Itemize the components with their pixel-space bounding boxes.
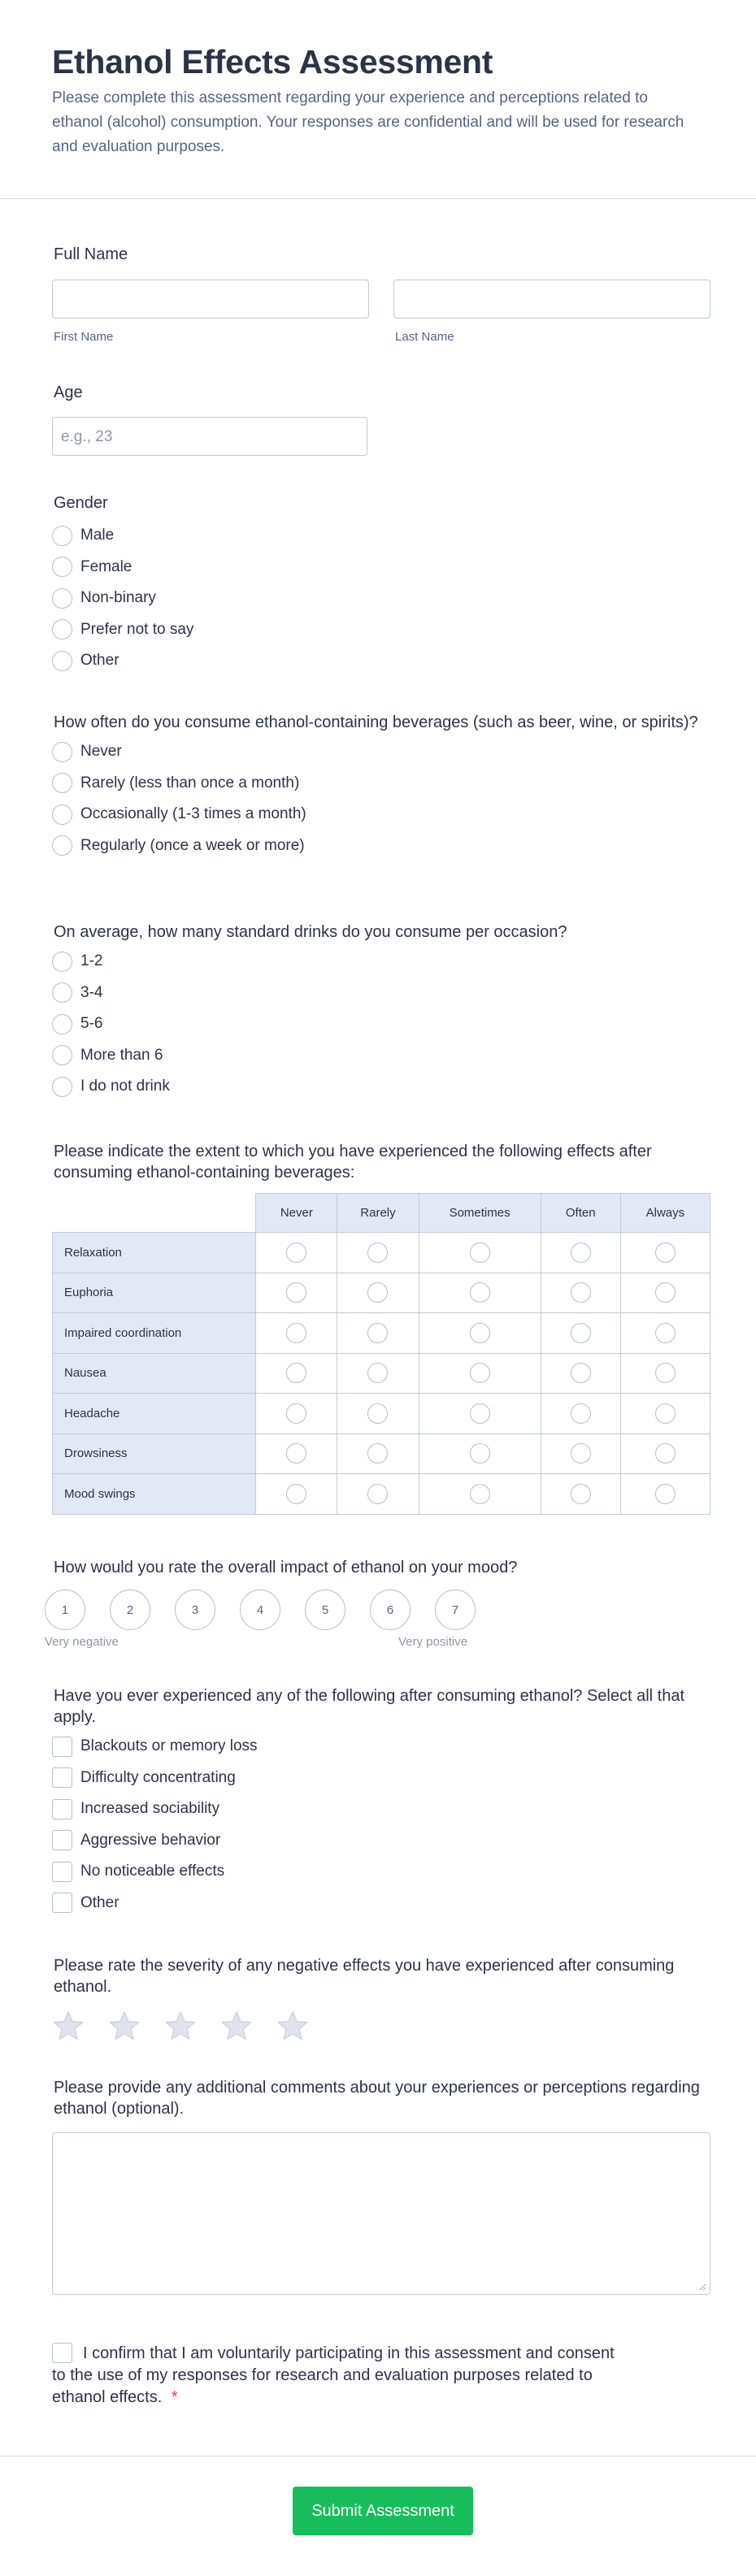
matrix-cell[interactable] [620,1353,710,1394]
matrix-row-label: Relaxation [53,1233,256,1273]
matrix-cell[interactable] [256,1433,337,1474]
matrix-row-label: Nausea [53,1353,256,1394]
matrix-column-header: Often [541,1194,620,1233]
matrix-cell[interactable] [337,1474,419,1515]
effects-label: Please indicate the extent to which you have experienced the following effects after consuming ethanol-containing beverages: [54,1143,652,1182]
experiences-check[interactable] [52,1737,72,1757]
matrix-radio[interactable] [470,1282,490,1303]
experiences-check[interactable] [52,1799,72,1819]
matrix-row-label: Impaired coordination [53,1313,256,1354]
mood-label: How would you rate the overall impact of ethanol on your mood? [54,1559,518,1576]
drinks-option[interactable] [52,1040,710,1072]
matrix-cell[interactable] [256,1273,337,1313]
gender-question [52,492,710,677]
frequency-radio[interactable] [52,804,72,825]
severity-rating [52,2010,309,2041]
experiences-options [52,1731,710,1919]
last-name-sublabel: Last Name [395,330,454,344]
matrix-cell[interactable] [419,1313,541,1354]
matrix-row [53,1474,710,1515]
matrix-radio[interactable] [470,1443,490,1464]
gender-option[interactable] [52,552,710,583]
drinks-radio[interactable] [52,1077,72,1097]
first-name-sublabel: First Name [54,330,114,344]
comments-label: Please provide any additional comments about your experiences or perceptions regarding ethanol (optional). [54,2079,700,2118]
matrix-radio[interactable] [571,1363,591,1383]
matrix-radio[interactable] [286,1323,306,1343]
matrix-radio[interactable] [286,1484,306,1504]
matrix-cell[interactable] [419,1353,541,1394]
experiences-option[interactable] [52,1731,710,1763]
drinks-radio[interactable] [52,982,72,1003]
matrix-radio[interactable] [367,1282,388,1303]
mood-scale [45,1589,476,1630]
gender-options [52,520,710,677]
matrix-row [53,1353,710,1394]
experiences-option[interactable] [52,1825,710,1857]
frequency-label: How often do you consume ethanol-containing beverages (such as beer, wine, or spirits)? [54,713,698,731]
frequency-option[interactable] [52,768,710,800]
matrix-cell[interactable] [256,1313,337,1354]
submit-button[interactable]: Submit Assessment [293,2487,473,2535]
drinks-option[interactable] [52,1008,710,1040]
matrix-radio[interactable] [571,1323,591,1343]
matrix-radio[interactable] [571,1282,591,1303]
matrix-cell[interactable] [620,1273,710,1313]
comments-textarea[interactable] [52,2132,710,2295]
last-name-input[interactable] [393,280,710,319]
matrix-row-label: Mood swings [53,1474,256,1515]
matrix-radio[interactable] [286,1363,306,1383]
matrix-radio[interactable] [655,1443,676,1464]
star-icon[interactable] [164,2010,197,2041]
age-label: Age [54,384,83,401]
matrix-cell[interactable] [337,1394,419,1434]
drinks-radio[interactable] [52,1045,72,1065]
frequency-radio[interactable] [52,742,72,762]
matrix-cell[interactable] [256,1233,337,1273]
mood-scale-option[interactable]: 2 [110,1589,150,1630]
frequency-radio[interactable] [52,835,72,856]
drinks-option[interactable] [52,978,710,1009]
age-input[interactable]: e.g., 23 [52,417,367,456]
matrix-cell[interactable] [337,1313,419,1354]
consent-text: I confirm that I am voluntarily participating in this assessment and consent to the use of my responses for research and evaluation purposes related to ethanol effects. [52,2344,615,2406]
matrix-radio[interactable] [655,1323,676,1343]
gender-option-label: Other [80,652,119,670]
experiences-question [52,1685,710,1919]
experiences-check[interactable] [52,1767,72,1788]
experiences-option-label: No noticeable effects [80,1863,225,1880]
matrix-radio[interactable] [655,1282,676,1303]
matrix-radio[interactable] [571,1242,591,1263]
gender-radio[interactable] [52,619,72,640]
experiences-check[interactable] [52,1893,72,1913]
gender-option[interactable] [52,520,710,552]
gender-option[interactable] [52,583,710,614]
matrix-radio[interactable] [470,1484,490,1504]
experiences-option-label: Aggressive behavior [80,1831,221,1849]
matrix-cell[interactable] [419,1474,541,1515]
consent-text-block [52,2343,621,2409]
gender-option[interactable] [52,614,710,646]
matrix-radio[interactable] [571,1484,591,1504]
matrix-cell[interactable] [620,1394,710,1434]
matrix-corner [53,1194,256,1233]
matrix-radio[interactable] [655,1484,676,1504]
matrix-radio[interactable] [655,1242,676,1263]
required-mark: * [171,2388,178,2406]
matrix-cell[interactable] [541,1233,620,1273]
effects-question [52,1141,710,1515]
frequency-option[interactable] [52,799,710,830]
full-name-question [54,244,704,265]
matrix-radio[interactable] [367,1242,388,1263]
frequency-option-label: Rarely (less than once a month) [80,774,300,791]
mood-question [52,1557,710,1578]
frequency-question [52,712,710,861]
frequency-radio[interactable] [52,773,72,793]
matrix-row [53,1313,710,1354]
matrix-radio[interactable] [286,1403,306,1424]
gender-radio[interactable] [52,526,72,546]
drinks-radio[interactable] [52,1014,72,1034]
mood-scale-option[interactable]: 6 [370,1589,411,1630]
experiences-option[interactable] [52,1763,710,1794]
matrix-radio[interactable] [571,1403,591,1424]
mood-scale-option[interactable]: 3 [175,1589,215,1630]
experiences-option[interactable] [52,1856,710,1888]
mood-low-label: Very negative [45,1635,119,1649]
matrix-cell[interactable] [419,1433,541,1474]
matrix-cell[interactable] [541,1313,620,1354]
matrix-cell[interactable] [337,1233,419,1273]
matrix-cell[interactable] [256,1353,337,1394]
gender-option[interactable] [52,645,710,677]
matrix-cell[interactable] [419,1394,541,1434]
matrix-cell[interactable] [541,1353,620,1394]
mood-scale-option[interactable]: 4 [240,1589,280,1630]
experiences-option-label: Other [80,1893,119,1911]
matrix-cell[interactable] [620,1233,710,1273]
matrix-column-header: Always [620,1194,710,1233]
severity-label: Please rate the severity of any negative effects you have experienced after consuming ethanol. [54,1957,675,1996]
experiences-option[interactable] [52,1793,710,1825]
matrix-cell[interactable] [419,1273,541,1313]
matrix-cell[interactable] [541,1273,620,1313]
matrix-radio[interactable] [367,1323,388,1343]
matrix-radio[interactable] [571,1443,591,1464]
drinks-label: On average, how many standard drinks do you consume per occasion? [54,923,567,941]
star-icon[interactable] [52,2010,85,2041]
gender-radio[interactable] [52,651,72,671]
matrix-cell[interactable] [337,1273,419,1313]
experiences-option-label: Increased sociability [80,1800,220,1818]
matrix-radio[interactable] [367,1363,388,1383]
matrix-row [53,1394,710,1434]
gender-option-label: Non-binary [80,589,156,607]
mood-scale-option[interactable]: 5 [305,1589,345,1630]
matrix-column-header: Sometimes [419,1194,541,1233]
form-header [0,0,756,199]
drinks-option-label: 5-6 [80,1015,103,1033]
star-icon[interactable] [220,2010,253,2041]
drinks-option-label: 3-4 [80,983,103,1001]
gender-label: Gender [54,494,108,512]
page-title: Ethanol Effects Assessment [52,43,493,80]
drinks-options [52,946,710,1103]
drinks-option-label: More than 6 [80,1046,163,1064]
matrix-radio[interactable] [655,1363,676,1383]
experiences-label: Have you ever experienced any of the following after consuming ethanol? Select all that apply. [54,1687,685,1726]
matrix-radio[interactable] [470,1403,490,1424]
drinks-option[interactable] [52,1071,710,1103]
experiences-option-label: Difficulty concentrating [80,1768,236,1786]
matrix-cell[interactable] [256,1474,337,1515]
matrix-radio[interactable] [367,1484,388,1504]
matrix-radio[interactable] [286,1242,306,1263]
matrix-cell[interactable] [620,1313,710,1354]
page-subtitle: Please complete this assessment regarding your experience and perceptions related to ethanol (alcohol) consumption. Your responses are confidential and will be used for research and evaluation purposes. [52,89,684,155]
matrix-column-header: Never [256,1194,337,1233]
matrix-row-label: Euphoria [53,1273,256,1313]
matrix-row-label: Drowsiness [53,1433,256,1474]
matrix-radio[interactable] [367,1403,388,1424]
matrix-radio[interactable] [286,1443,306,1464]
drinks-radio[interactable] [52,952,72,972]
drinks-option-label: 1-2 [80,952,103,970]
frequency-option[interactable] [52,830,710,862]
frequency-option-label: Occasionally (1-3 times a month) [80,805,306,823]
matrix-cell[interactable] [620,1474,710,1515]
frequency-option-label: Regularly (once a week or more) [80,836,305,854]
drinks-question [52,922,710,1103]
drinks-option-label: I do not drink [80,1078,170,1095]
matrix-radio[interactable] [470,1363,490,1383]
experiences-option[interactable] [52,1888,710,1919]
star-icon[interactable] [276,2010,309,2041]
matrix-cell[interactable] [337,1433,419,1474]
matrix-row-label: Headache [53,1394,256,1434]
matrix-radio[interactable] [470,1323,490,1343]
matrix-cell[interactable] [541,1474,620,1515]
mood-scale-option[interactable]: 7 [435,1589,476,1630]
gender-option-label: Prefer not to say [80,620,194,638]
matrix-radio[interactable] [286,1282,306,1303]
first-name-input[interactable] [52,280,369,319]
matrix-column-header: Rarely [337,1194,419,1233]
matrix-cell[interactable] [256,1394,337,1434]
experiences-check[interactable] [52,1862,72,1882]
gender-option-label: Female [80,557,133,575]
matrix-row [53,1433,710,1474]
frequency-option[interactable] [52,736,710,768]
frequency-option-label: Never [80,743,122,761]
full-name-label: Full Name [54,245,128,263]
mood-high-label: Very positive [398,1635,468,1649]
mood-scale-option[interactable]: 1 [45,1589,85,1630]
effects-matrix [52,1193,710,1515]
gender-option-label: Male [80,527,115,544]
experiences-option-label: Blackouts or memory loss [80,1737,258,1755]
matrix-radio[interactable] [655,1403,676,1424]
matrix-row [53,1273,710,1313]
severity-question [52,1955,710,1997]
matrix-cell[interactable] [541,1394,620,1434]
star-icon[interactable] [108,2010,141,2041]
matrix-cell[interactable] [419,1233,541,1273]
gender-radio[interactable] [52,588,72,609]
gender-radio[interactable] [52,557,72,577]
matrix-cell[interactable] [337,1353,419,1394]
matrix-radio[interactable] [367,1443,388,1464]
drinks-option[interactable] [52,946,710,978]
resize-handle-icon[interactable] [698,2283,706,2291]
matrix-cell[interactable] [620,1433,710,1474]
comments-question [52,2077,710,2119]
experiences-check[interactable] [52,1830,72,1850]
matrix-row [53,1233,710,1273]
frequency-options [52,736,710,861]
matrix-cell[interactable] [541,1433,620,1474]
matrix-radio[interactable] [470,1242,490,1263]
